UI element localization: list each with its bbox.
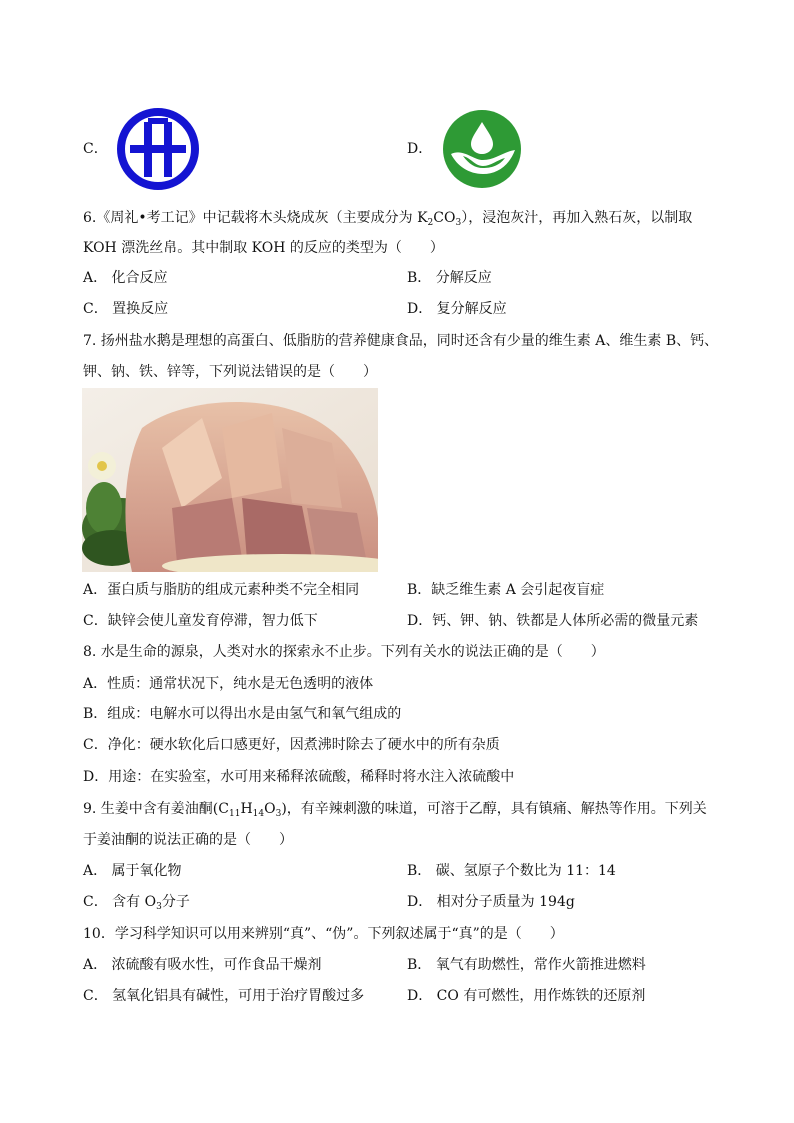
q9-option-c: C． 含有 $O_3$分子 (83, 894, 190, 912)
q9-stem-line2: 于姜油酮的说法正确的是（ ） (83, 832, 293, 848)
q7-option-a: A．蛋白质与脂肪的组成元素种类不完全相同 (83, 582, 360, 598)
q10-option-b: B． 氧气有助燃性，常作火箭推进燃料 (407, 957, 646, 973)
q10-option-d: D． CO 有可燃性，用作炼铁的还原剂 (407, 988, 646, 1004)
q6-option-c: C． 置换反应 (83, 301, 169, 317)
q9-option-b: B． 碳、氢原子个数比为 11：14 (407, 863, 616, 879)
q8-option-b: B．组成：电解水可以得出水是由氢气和氧气组成的 (83, 706, 402, 722)
q6-option-a: A． 化合反应 (83, 270, 168, 286)
q7-stem-line1: 7. 扬州盐水鹅是理想的高蛋白、低脂肪的营养健康食品，同时还含有少量的维生素 A、维生素 B、钙、 (83, 333, 719, 349)
q6-stem-line1: 6.《周礼•考工记》中记载将木头烧成灰（主要成分为 $K_2CO_3$），浸泡灰汁，再加入熟石灰，以制取 (83, 210, 693, 228)
q5-option-d-label: D． (407, 141, 433, 157)
q9-option-d: D． 相对分子质量为 194g (407, 894, 575, 910)
q9-stem-line1: 9. 生姜中含有姜油酮$(C_{11}H_{14}O_3)$，有辛辣刺激的味道，可溶于乙醇，具有镇痛、解热等作用。下列关 (83, 801, 707, 819)
q7-option-b: B．缺乏维生素 A 会引起夜盲症 (407, 582, 605, 598)
q7-option-d: D．钙、钾、钠、铁都是人体所必需的微量元素 (407, 613, 699, 629)
q5-option-c-label: C． (83, 141, 108, 157)
q8-option-a: A．性质：通常状况下，纯水是无色透明的液体 (83, 676, 374, 692)
green-circle-water-drop-logo-icon (443, 110, 521, 188)
q7-option-c: C．缺锌会使儿童发育停滞，智力低下 (83, 613, 318, 629)
blue-circle-h-logo-icon (117, 108, 199, 190)
salted-goose-photo-icon (82, 388, 378, 572)
q6-option-b: B． 分解反应 (407, 270, 492, 286)
q8-option-c: C．净化：硬水软化后口感更好，因煮沸时除去了硬水中的所有杂质 (83, 737, 500, 753)
q7-stem-line2: 钾、钠、铁、锌等，下列说法错误的是（ ） (83, 364, 377, 380)
q10-option-a: A． 浓硫酸有吸水性，可作食品干燥剂 (83, 957, 322, 973)
q10-option-c: C． 氢氧化铝具有碱性，可用于治疗胃酸过多 (83, 988, 365, 1004)
q10-stem: 10．学习科学知识可以用来辨别“真”、“伪”。下列叙述属于“真”的是（ ） (83, 926, 564, 942)
q6-stem-line2: KOH 漂洗丝帛。其中制取 KOH 的反应的类型为（ ） (83, 240, 444, 256)
q9-option-a: A． 属于氧化物 (83, 863, 182, 879)
q6-option-d: D． 复分解反应 (407, 301, 507, 317)
q8-option-d: D．用途：在实验室，水可用来稀释浓硫酸，稀释时将水注入浓硫酸中 (83, 769, 515, 785)
q8-stem: 8. 水是生命的源泉，人类对水的探索永不止步。下列有关水的说法正确的是（ ） (83, 644, 605, 660)
